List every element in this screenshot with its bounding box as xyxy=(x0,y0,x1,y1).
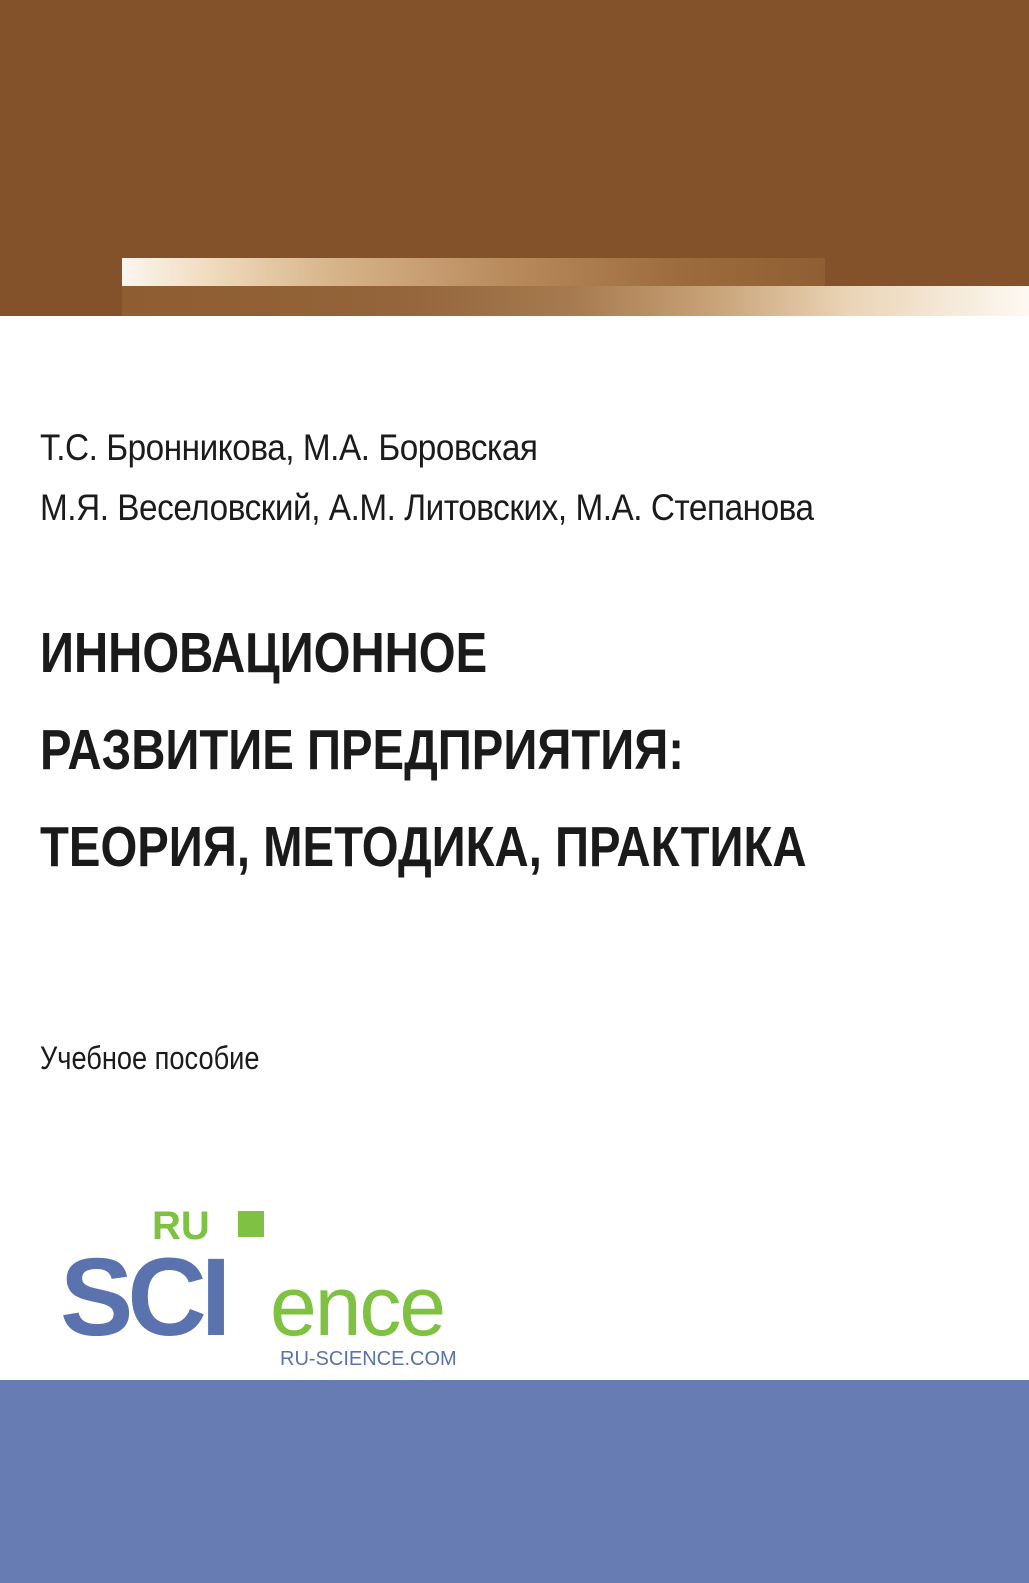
title-line-1: ИННОВАЦИОННОЕ xyxy=(40,621,488,685)
book-type: Учебное пособие xyxy=(40,1040,260,1076)
logo-url-text: RU-SCIENCE.COM xyxy=(280,1348,457,1370)
authors xyxy=(40,418,814,538)
decorative-gradient-stripe-lower xyxy=(122,286,1029,316)
decorative-gradient-stripe xyxy=(122,258,825,286)
logo-ru-text: RU xyxy=(152,1205,210,1248)
logo-sci-text: SCI xyxy=(60,1236,226,1359)
title-line-2: РАЗВИТИЕ ПРЕДПРИЯТИЯ: xyxy=(40,718,685,782)
authors-line-2: М.Я. Веселовский, А.М. Литовских, М.А. Степанова xyxy=(40,487,814,528)
logo-green-square xyxy=(238,1211,264,1237)
title-line-3: ТЕОРИЯ, МЕТОДИКА, ПРАКТИКА xyxy=(40,815,807,879)
bottom-blue-band xyxy=(0,1380,1029,1583)
book-title xyxy=(40,605,807,896)
logo-ence-text: ence xyxy=(270,1259,445,1353)
authors-line-1: Т.С. Бронникова, М.А. Боровская xyxy=(40,427,538,468)
ru-science-logo xyxy=(60,1205,480,1375)
